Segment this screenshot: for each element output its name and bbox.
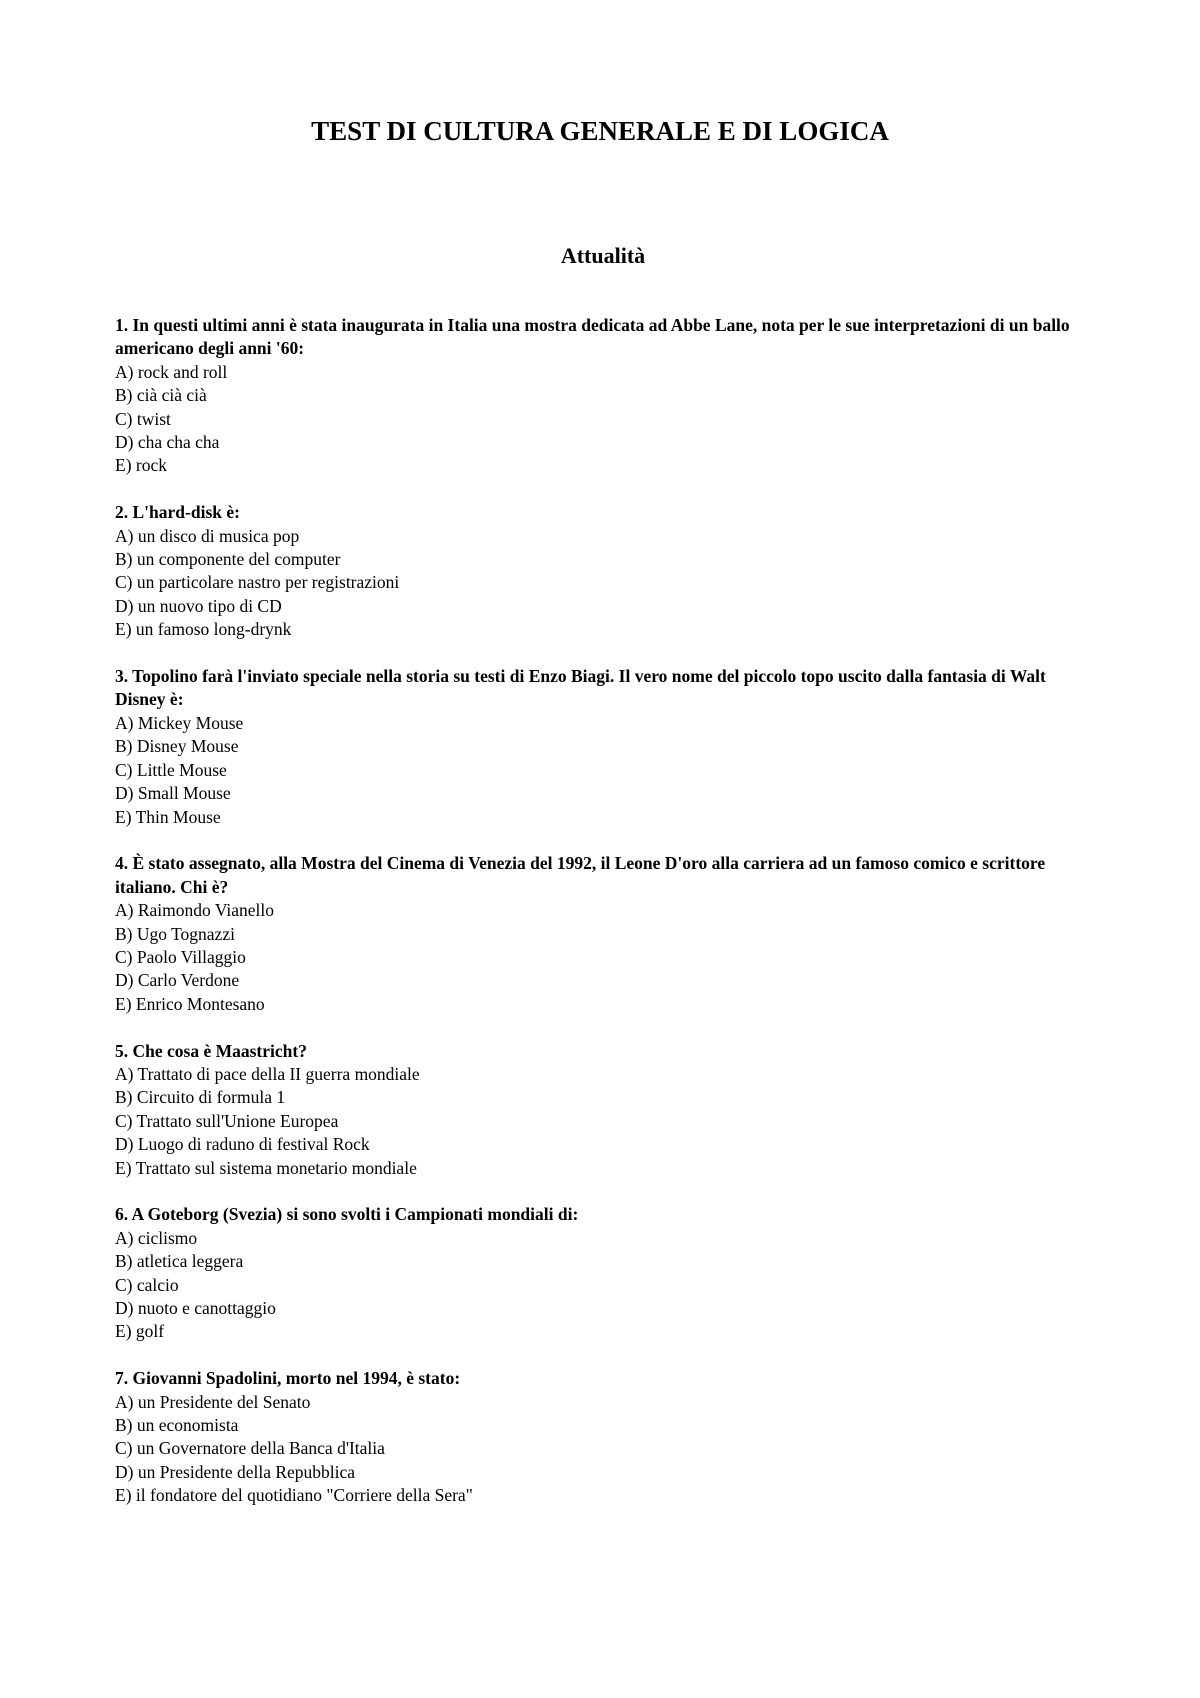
answer-option: B) Circuito di formula 1 — [115, 1087, 286, 1108]
question-item — [115, 665, 1075, 829]
question-item — [115, 1040, 1075, 1180]
answer-options — [115, 899, 1075, 1016]
answer-option: A) Trattato di pace della II guerra mondiale — [115, 1063, 420, 1084]
document-title: TEST DI CULTURA GENERALE E DI LOGICA — [311, 116, 889, 146]
question-text: 2. L'hard-disk è: — [115, 502, 240, 523]
answer-option: D) Carlo Verdone — [115, 970, 240, 991]
question-item — [115, 314, 1075, 478]
question-text: 1. In questi ultimi anni è stata inaugurata in Italia una mostra dedicata ad Abbe Lane, nota per le sue interpretazioni di un ballo americano degli anni '60: — [115, 315, 1070, 359]
answer-option: E) golf — [115, 1321, 165, 1342]
question-item — [115, 1203, 1075, 1343]
answer-option: B) cià cià cià — [115, 385, 207, 406]
answer-options — [115, 712, 1075, 829]
answer-option: A) rock and roll — [115, 361, 228, 382]
answer-option: C) Trattato sull'Unione Europea — [115, 1110, 339, 1131]
answer-option: E) Thin Mouse — [115, 806, 221, 827]
question-text: 6. A Goteborg (Svezia) si sono svolti i Campionati mondiali di: — [115, 1204, 579, 1225]
answer-option: C) calcio — [115, 1274, 179, 1295]
question-text: 3. Topolino farà l'inviato speciale nella storia su testi di Enzo Biagi. Il vero nome del piccolo topo uscito dalla fantasia di Walt Disney è: — [115, 666, 1046, 710]
answer-option: E) un famoso long-drynk — [115, 619, 292, 640]
answer-option: D) Small Mouse — [115, 783, 231, 804]
answer-option: E) rock — [115, 455, 167, 476]
answer-option: A) un disco di musica pop — [115, 525, 300, 546]
answer-option: B) un componente del computer — [115, 549, 341, 570]
answer-option: E) Enrico Montesano — [115, 993, 265, 1014]
answer-options — [115, 361, 1075, 478]
answer-option: B) un economista — [115, 1415, 239, 1435]
answer-option: C) Paolo Villaggio — [115, 946, 246, 967]
answer-option: A) ciclismo — [115, 1227, 198, 1248]
answer-option: B) Ugo Tognazzi — [115, 923, 235, 944]
question-text: 7. Giovanni Spadolini, morto nel 1994, è stato: — [115, 1368, 461, 1389]
question-item — [115, 501, 1075, 641]
answer-option: A) Mickey Mouse — [115, 712, 244, 733]
answer-option: C) un particolare nastro per registrazioni — [115, 572, 400, 593]
question-text: 4. È stato assegnato, alla Mostra del Cinema di Venezia del 1992, il Leone D'oro alla carriera ad un famoso comico e scrittore italiano. Chi è? — [115, 853, 1046, 897]
answer-option: B) atletica leggera — [115, 1251, 244, 1272]
answer-option: E) il fondatore del quotidiano "Corriere della Sera" — [115, 1485, 473, 1506]
answer-option: D) cha cha cha — [115, 432, 220, 453]
answer-option: C) twist — [115, 408, 171, 429]
answer-option: B) Disney Mouse — [115, 736, 239, 757]
answer-option: D) un nuovo tipo di CD — [115, 595, 282, 616]
answer-option: E) Trattato sul sistema monetario mondiale — [115, 1157, 417, 1178]
answer-option: D) Luogo di raduno di festival Rock — [115, 1134, 370, 1155]
answer-options — [115, 525, 1075, 642]
answer-option: A) un Presidente del Senato — [115, 1391, 311, 1412]
answer-option: C) Little Mouse — [115, 759, 227, 780]
answer-option: D) un Presidente della Repubblica — [115, 1461, 356, 1482]
answer-options — [115, 1227, 1075, 1344]
answer-option: A) Raimondo Vianello — [115, 900, 275, 921]
question-item — [115, 1367, 1075, 1507]
answer-options — [115, 1391, 1075, 1508]
answer-options — [115, 1063, 1075, 1180]
question-item — [115, 852, 1075, 1016]
question-list — [115, 314, 1075, 1531]
answer-option: D) nuoto e canottaggio — [115, 1297, 276, 1318]
answer-option: C) un Governatore della Banca d'Italia — [115, 1438, 385, 1459]
section-title: Attualità — [560, 243, 646, 268]
question-text: 5. Che cosa è Maastricht? — [115, 1040, 307, 1061]
